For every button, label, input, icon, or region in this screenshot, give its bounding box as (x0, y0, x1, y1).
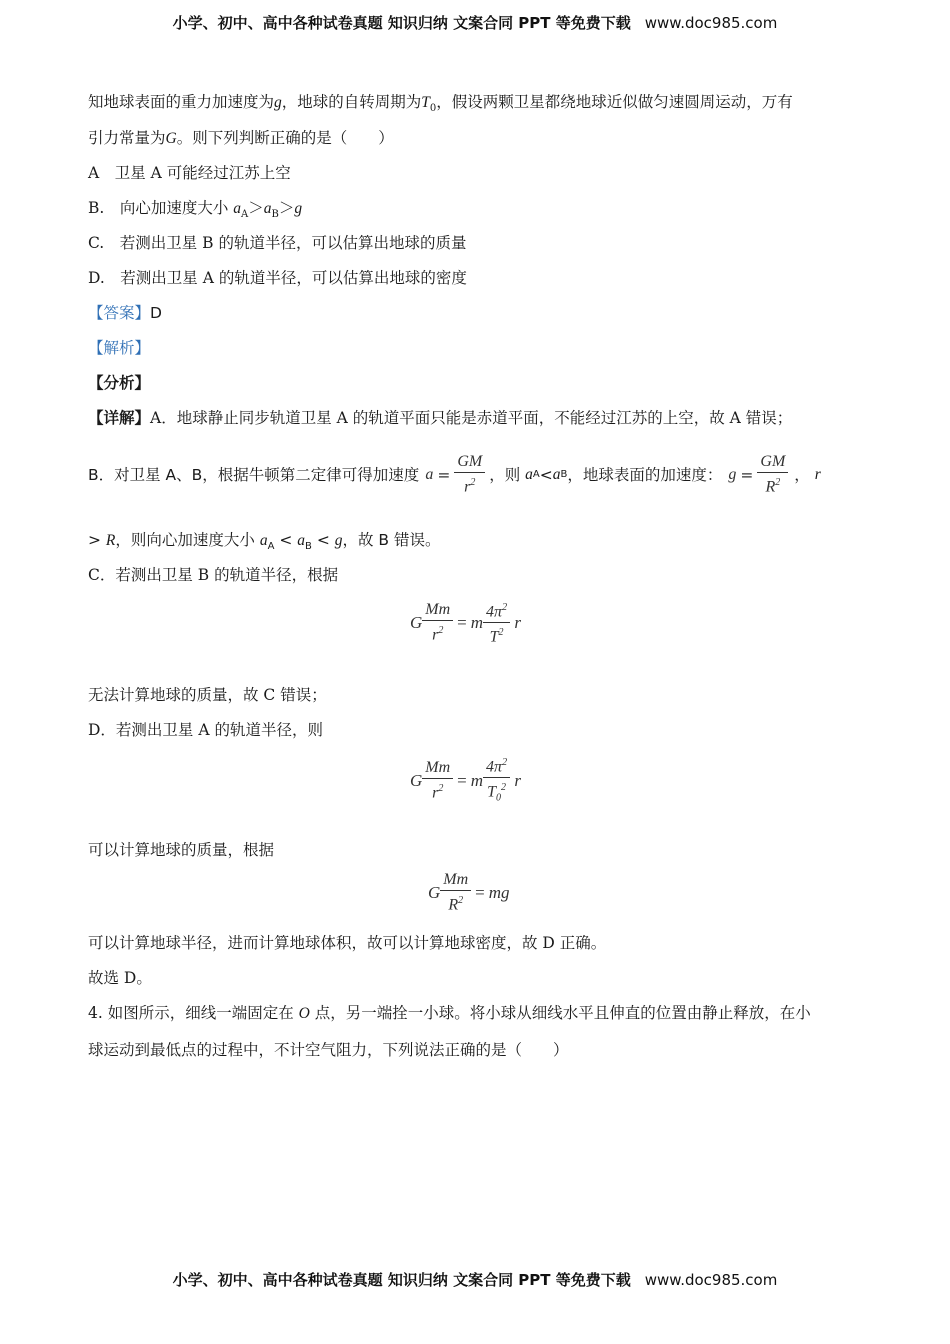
formula-c: G $\frac{Mm}{r^2}$ = m $\frac{4\pi^2}{T^2}$ r (410, 598, 521, 648)
option-b: B. 向心加速度大小 $a_A>a_B>g$ (88, 199, 303, 221)
detail-d-density: 可以计算地球半径，进而计算地球体积，故可以计算地球密度，故 D 正确。 (88, 934, 607, 952)
detail-c-result: 无法计算地球的质量，故 C 错误； (88, 686, 327, 704)
answer-value: D (150, 304, 162, 322)
fenxi-label: 【分析】 (88, 374, 151, 392)
option-d: D. 若测出卫星 A 的轨道半径，可以估算出地球的密度 (88, 269, 467, 287)
question-line-2: 引力常量为G。则下列判断正确的是（ ） (88, 129, 394, 147)
answer-label: 【答案】 (88, 304, 151, 322)
question4-line-1: 4. 如图所示，细线一端固定在 O 点，另一端拴一小球。将小球从细线水平且伸直的位置由静止释放，在小 (88, 1004, 811, 1022)
formula-a-gm-r2: a = $\frac{GM}{r^2}$ (425, 452, 485, 497)
footer-title: 小学、初中、高中各种试卷真题 知识归纳 文案合同 PPT 等免费下载 (172, 1271, 631, 1289)
formula-d: G $\frac{Mm}{r^2}$ = m $\frac{4\pi^2}{T_0^2}$ r (410, 753, 521, 809)
detail-d-line: D．若测出卫星 A 的轨道半径，则 (88, 721, 323, 739)
detail-a: 【详解】A．地球静止同步轨道卫星 A 的轨道平面只能是赤道平面，不能经过江苏的上空，故 A 错误； (88, 409, 793, 427)
page-footer (0, 1269, 950, 1290)
detail-d-mass: 可以计算地球的质量，根据 (88, 841, 275, 859)
header-site[interactable]: www.doc985.com (644, 14, 778, 32)
detail-choice: 故选 D。 (88, 969, 152, 987)
analysis-label: 【解析】 (88, 339, 151, 357)
option-c: C. 若测出卫星 B 的轨道半径，可以估算出地球的质量 (88, 234, 467, 252)
formula-gmr2-mg: G $\frac{Mm}{R^2}$ = mg (428, 871, 510, 914)
detail-b-line-2: > R，则向心加速度大小 $a_A < a_B < g$，故 B 错误。 (88, 531, 441, 553)
header-title: 小学、初中、高中各种试卷真题 知识归纳 文案合同 PPT 等免费下载 (172, 14, 631, 32)
answer-line (88, 303, 162, 323)
option-a: A 卫星 A 可能经过江苏上空 (88, 164, 291, 182)
detail-c-line: C．若测出卫星 B 的轨道半径，根据 (88, 566, 339, 584)
question4-line-2: 球运动到最低点的过程中，不计空气阻力，下列说法正确的是（ ） (88, 1041, 569, 1059)
detail-label: 【详解】 (88, 409, 151, 427)
footer-site[interactable]: www.doc985.com (644, 1271, 778, 1289)
formula-g-gm-R2: g = $\frac{GM}{R^2}$ (728, 452, 788, 497)
page-header (0, 12, 950, 33)
detail-b-line-1: B．对卫星 A、B，根据牛顿第二定律可得加速度 a = $\frac{GM}{r^2}$ ，则 a A < a B ，地球表面的加速度： g = $\frac{GM}{R^2}$ ， r (88, 453, 821, 496)
question-line-1: 知地球表面的重力加速度为g，地球的自转周期为$T_0$，假设两颗卫星都绕地球近似做匀速圆周运动，万有 (88, 93, 793, 115)
